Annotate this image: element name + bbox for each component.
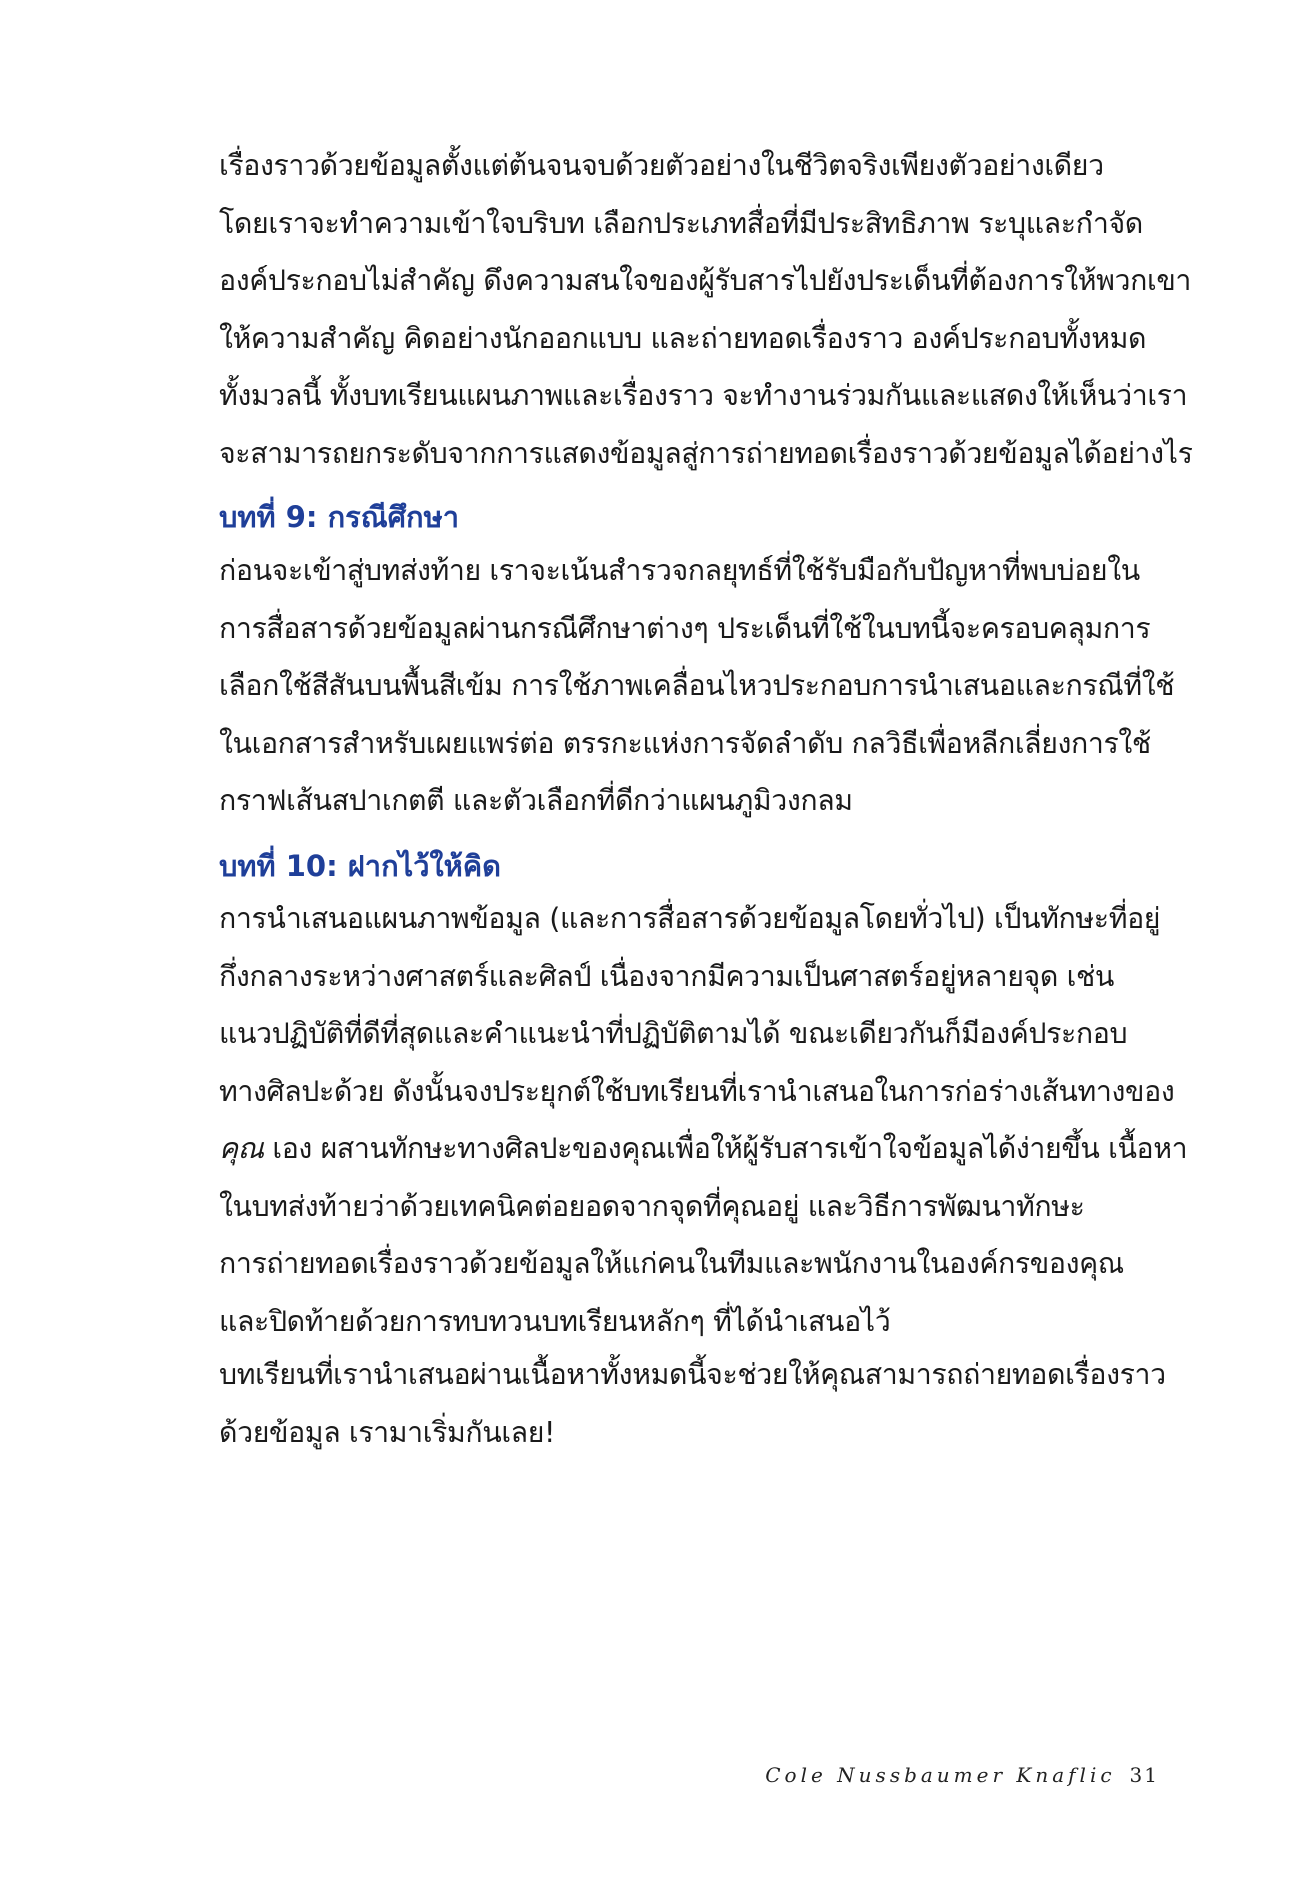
text-line: ทั้งมวลนี้ ทั้งบทเรียนแผนภาพและเรื่องราว จะทำงานร่วมกันและแสดงให้เห็นว่าเรา — [219, 379, 1188, 412]
emphasis-word: คุณ — [219, 1132, 264, 1165]
text-line: แนวปฏิบัติที่ดีที่สุดและคำแนะนำที่ปฏิบัติตามได้ ขณะเดียวกันก็มีองค์ประกอบ — [219, 1017, 1128, 1050]
chapter-9-heading: บทที่ 9: กรณีศึกษา — [219, 500, 460, 534]
page-footer — [765, 1763, 1159, 1787]
text-line: และปิดท้ายด้วยการทบทวนบทเรียนหลักๆ ที่ได้นำเสนอไว้ — [219, 1304, 891, 1338]
text-line-rest: เอง ผสานทักษะทางศิลปะของคุณเพื่อให้ผู้รับสารเข้าใจข้อมูลได้ง่ายขึ้น เนื้อหา — [263, 1132, 1188, 1165]
chapter-9-paragraph — [219, 542, 1175, 830]
text-line: ในบทส่งท้ายว่าด้วยเทคนิคต่อยอดจากจุดที่คุณอยู่ และวิธีการพัฒนาทักษะ — [219, 1189, 1085, 1223]
text-line: การสื่อสารด้วยข้อมูลผ่านกรณีศึกษาต่างๆ ประเด็นที่ใช้ในบทนี้จะครอบคลุมการ — [219, 611, 1151, 645]
text-line: กราฟเส้นสปาเกตตี และตัวเลือกที่ดีกว่าแผนภูมิวงกลม — [219, 784, 853, 817]
text-line: ด้วยข้อมูล เรามาเริ่มกันเลย! — [219, 1415, 556, 1449]
text-line — [219, 1120, 1188, 1178]
text-line: จะสามารถยกระดับจากการแสดงข้อมูลสู่การถ่ายทอดเรื่องราวด้วยข้อมูลได้อย่างไร — [219, 436, 1193, 470]
text-line: กึ่งกลางระหว่างศาสตร์และศิลป์ เนื่องจากมีความเป็นศาสตร์อยู่หลายจุด เช่น — [219, 959, 1114, 993]
chapter-10-heading: บทที่ 10: ฝากไว้ให้คิด — [219, 849, 501, 883]
text-line: การนำเสนอแผนภาพข้อมูล (และการสื่อสารด้วยข้อมูลโดยทั่วไป) เป็นทักษะที่อยู่ — [219, 902, 1161, 935]
page-number: 31 — [1129, 1763, 1159, 1787]
intro-paragraph — [219, 137, 1193, 482]
closing-paragraph — [219, 1346, 1166, 1461]
text-line: เรื่องราวด้วยข้อมูลตั้งแต่ต้นจนจบด้วยตัวอย่างในชีวิตจริงเพียงตัวอย่างเดียว — [219, 149, 1104, 182]
text-line: ก่อนจะเข้าสู่บทส่งท้าย เราจะเน้นสำรวจกลยุทธ์ที่ใช้รับมือกับปัญหาที่พบบ่อยใน — [219, 554, 1140, 587]
text-line: โดยเราจะทำความเข้าใจบริบท เลือกประเภทสื่อที่มีประสิทธิภาพ ระบุและกำจัด — [219, 206, 1143, 240]
chapter-10-paragraph — [219, 890, 1188, 1350]
text-line: เลือกใช้สีสันบนพื้นสีเข้ม การใช้ภาพเคลื่อนไหวประกอบการนำเสนอและกรณีที่ใช้ — [219, 669, 1175, 702]
text-line: ในเอกสารสำหรับเผยแพร่ต่อ ตรรกะแห่งการจัดลำดับ กลวิธีเพื่อหลีกเลี่ยงการใช้ — [219, 726, 1151, 760]
text-line: การถ่ายทอดเรื่องราวด้วยข้อมูลให้แก่คนในทีมและพนักงานในองค์กรของคุณ — [219, 1247, 1124, 1280]
author-name: Cole Nussbaumer Knaflic — [765, 1763, 1116, 1787]
text-line: ทางศิลปะด้วย ดังนั้นจงประยุกต์ใช้บทเรียนที่เรานำเสนอในการก่อร่างเส้นทางของ — [219, 1074, 1175, 1108]
text-line: บทเรียนที่เรานำเสนอผ่านเนื้อหาทั้งหมดนี้จะช่วยให้คุณสามารถถ่ายทอดเรื่องราว — [219, 1358, 1166, 1391]
text-line: ให้ความสำคัญ คิดอย่างนักออกแบบ และถ่ายทอดเรื่องราว องค์ประกอบทั้งหมด — [219, 321, 1147, 355]
text-line: องค์ประกอบไม่สำคัญ ดึงความสนใจของผู้รับสารไปยังประเด็นที่ต้องการให้พวกเขา — [219, 264, 1192, 297]
